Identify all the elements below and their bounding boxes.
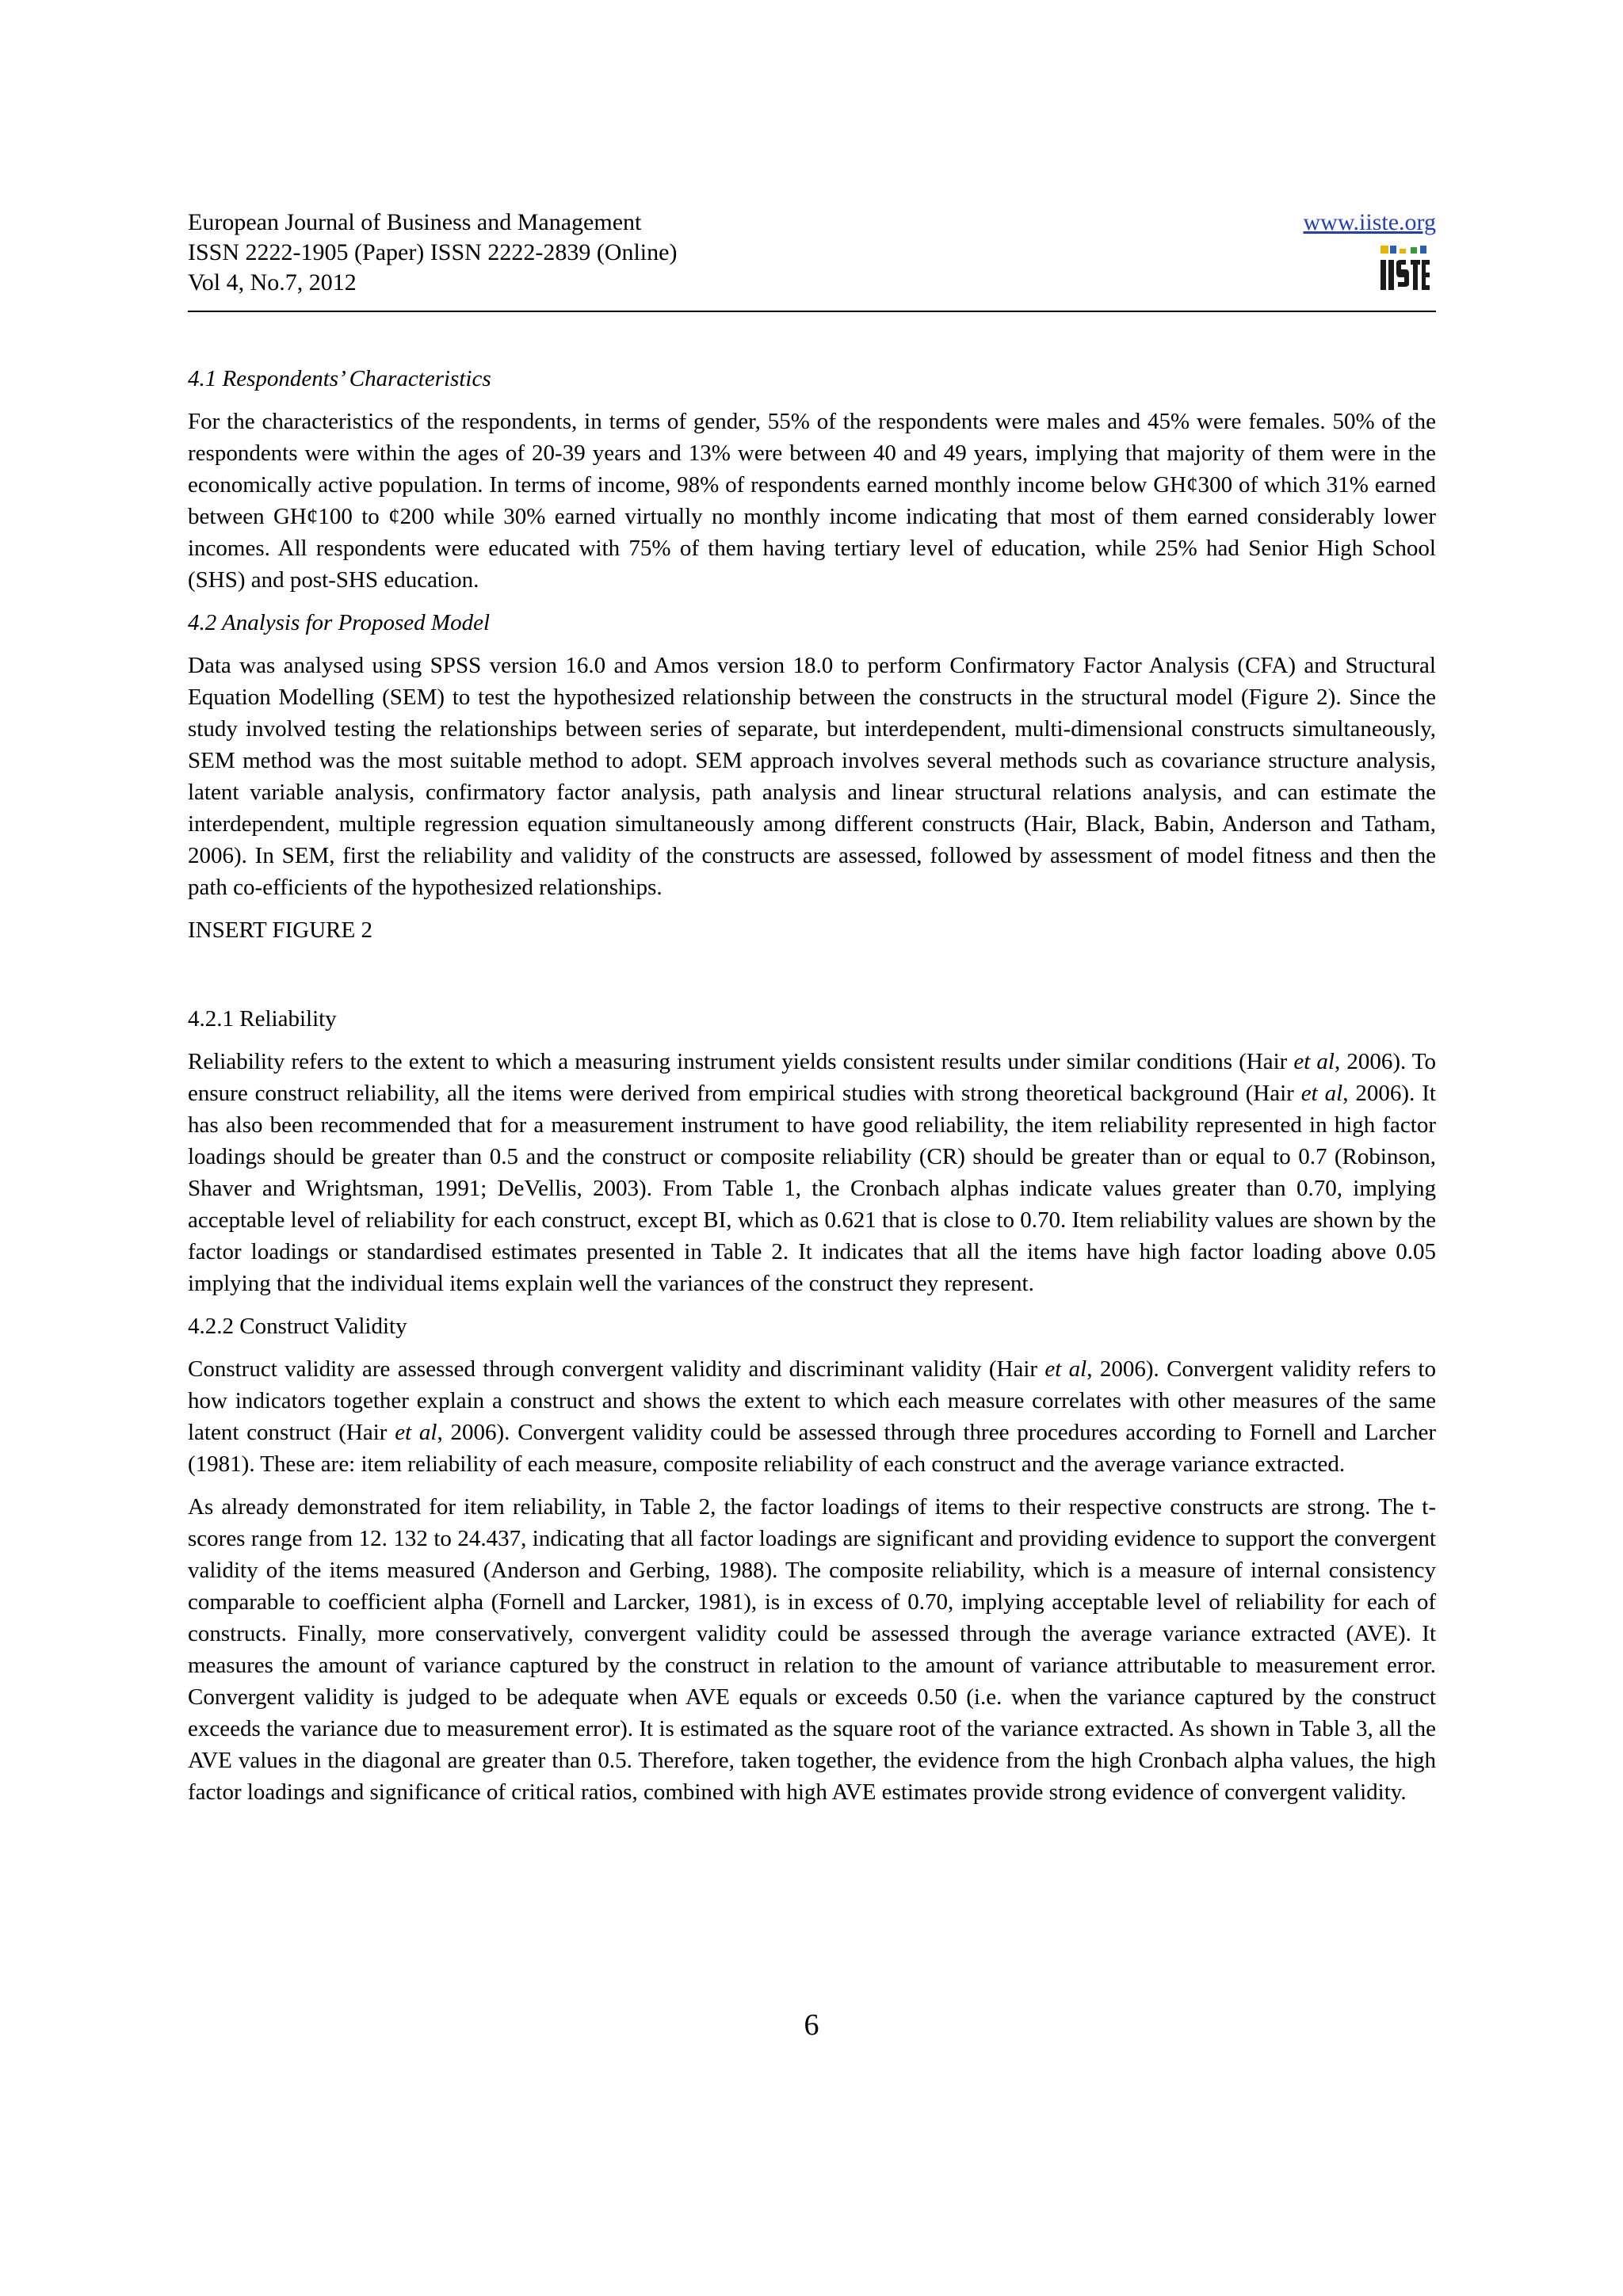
reliability-text-3: , 2006). It has also been recommended that for a measurement instrument to have good reliability, the item reliability represented in high factor loadings should be greater than 0.5 and the construct or composite reliability (CR) should be greater than or equal to 0.7 (Robinson, Shaver and Wrightsman, 1991; DeVellis, 2003). From Table 1, the Cronbach alphas indicate values greater than 0.70, implying acceptable level of reliability for each construct, except BI, which as 0.621 that is close to 0.70. Item reliability values are shown by the factor loadings or standardised estimates presented in Table 2. It indicates that all the items have high factor loading above 0.05 implying that the individual items explain well the variances of the construct they represent.: [188, 1081, 1436, 1296]
logo-block-blue-2: [1420, 246, 1426, 254]
logo-letter-t-stem: [1413, 260, 1418, 290]
header-divider: [188, 311, 1436, 312]
section-heading-4-2: 4.2 Analysis for Proposed Model: [188, 610, 491, 635]
journal-title: European Journal of Business and Management: [188, 209, 642, 235]
reliability-text-2: , 2006). To ensure construct reliability, all the items were derived from empirical studies with strong theoretical background (Hair: [188, 1049, 1436, 1106]
reliability-etal-2: et al: [1300, 1081, 1343, 1106]
logo-block-yellow-2: [1400, 249, 1406, 254]
journal-url-link[interactable]: www.iiste.org: [1303, 209, 1436, 235]
reliability-text-1: Reliability refers to the extent to which a measuring instrument yields consistent results under similar conditions (Hair: [188, 1049, 1294, 1074]
journal-links: [1304, 208, 1437, 238]
journal-info: [188, 208, 677, 298]
paragraph-respondents: For the characteristics of the respondents, in terms of gender, 55% of the respondents were males and 45% were females. 50% of the respondents were within the ages of 20-39 years and 13% were between 40 and 49 years, implying that majority of them were in the economically active population. In terms of income, 98% of respondents earned monthly income below GH¢300 of which 31% earned between GH¢100 to ¢200 while 30% earned virtually no monthly income indicating that most of them earned considerably lower incomes. All respondents were educated with 75% of them having tertiary level of education, while 25% had Senior High School (SHS) and post-SHS education.: [188, 409, 1436, 593]
validity-etal-1: et al: [1044, 1356, 1087, 1382]
paragraph-construct-validity: [188, 1353, 1436, 1480]
article-body: [188, 363, 1436, 1808]
validity-text-3: , 2006). Convergent validity could be assessed through three procedures according to Fornell and Larcher (1981). These are: item reliability of each measure, composite reliability of each construct and the average variance extracted.: [188, 1420, 1436, 1477]
validity-text-2: , 2006). Convergent validity refers to how indicators together explain a construct and shows the extent to which each measure correlates with other measures of the same latent construct (Hair: [188, 1356, 1436, 1445]
iiste-logo-icon: [1377, 244, 1433, 293]
insert-figure-note: INSERT FIGURE 2: [188, 917, 372, 943]
paragraph-analysis: Data was analysed using SPSS version 16.0 and Amos version 18.0 to perform Confirmatory Factor Analysis (CFA) and Structural Equation Modelling (SEM) to test the hypothesized relationship between the constructs in the structural model (Figure 2). Since the study involved testing the relationships between series of separate, but interdependent, multi-dimensional constructs simultaneously, SEM method was the most suitable method to adopt. SEM approach involves several methods such as covariance structure analysis, latent variable analysis, confirmatory factor analysis, path analysis and linear structural relations analysis, and can estimate the interdependent, multiple regression equation simultaneously among different constructs (Hair, Black, Babin, Anderson and Tatham, 2006). In SEM, first the reliability and validity of the constructs are assessed, followed by assessment of model fitness and then the path co-efficients of the hypothesized relationships.: [188, 653, 1436, 900]
logo-letter-s: [1396, 260, 1409, 287]
section-heading-4-1: 4.1 Respondents’ Characteristics: [188, 366, 491, 391]
page-header: [188, 208, 1436, 311]
logo-block-green: [1411, 247, 1417, 254]
page-number: 6: [804, 2008, 819, 2042]
paragraph-convergent-validity: As already demonstrated for item reliability, in Table 2, the factor loadings of items to their respective constructs are strong. The t- scores range from 12. 132 to 24.437, indicating that all factor loadings are significant and providing evidence to support the convergent validity of the items measured (Anderson and Gerbing, 1988). The composite reliability, which is a measure of internal consistency comparable to coefficient alpha (Fornell and Larcker, 1981), is in excess of 0.70, implying acceptable level of reliability for each of constructs. Finally, more conservatively, convergent validity could be assessed through the average variance extracted (AVE). It measures the amount of variance captured by the construct in relation to the amount of variance attributable to measurement error. Convergent validity is judged to be adequate when AVE equals or exceeds 0.50 (i.e. when the variance captured by the construct exceeds the variance due to measurement error). It is estimated as the square root of the variance extracted. As shown in Table 3, all the AVE values in the diagonal are greater than 0.5. Therefore, taken together, the evidence from the high Cronbach alpha values, the high factor loadings and significance of critical ratios, combined with high AVE estimates provide strong evidence of convergent validity.: [188, 1494, 1436, 1805]
logo-letter-i1: [1381, 260, 1386, 290]
validity-text-1: Construct validity are assessed through convergent validity and discriminant validity (Hair: [188, 1356, 1045, 1382]
validity-etal-2: et al: [395, 1420, 437, 1445]
logo-block-yellow: [1381, 246, 1388, 254]
logo-letter-i2: [1388, 260, 1394, 290]
section-heading-4-2-1: 4.2.1 Reliability: [188, 1006, 337, 1032]
logo-letter-e: [1422, 260, 1430, 290]
reliability-etal-1: et al: [1293, 1049, 1335, 1074]
journal-volume: Vol 4, No.7, 2012: [188, 269, 357, 296]
section-heading-4-2-2: 4.2.2 Construct Validity: [188, 1314, 407, 1339]
paragraph-reliability: [188, 1046, 1436, 1299]
journal-issn: ISSN 2222-1905 (Paper) ISSN 2222-2839 (Online): [188, 239, 678, 265]
logo-block-blue: [1390, 246, 1396, 254]
